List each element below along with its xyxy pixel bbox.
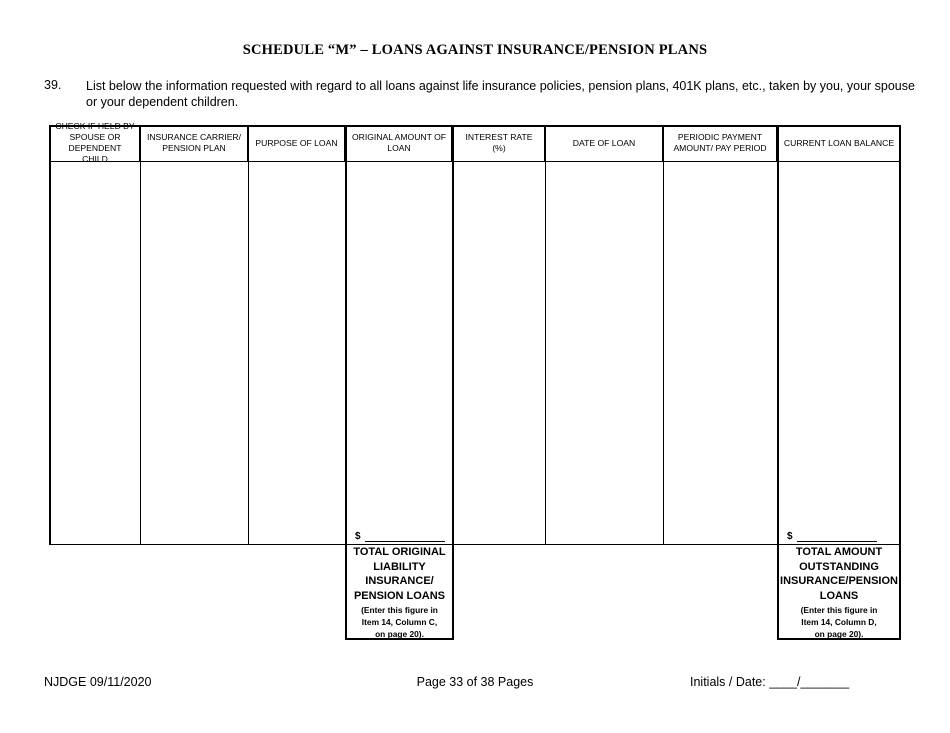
table-bottom-border: [49, 544, 901, 545]
total-original-note-line: (Enter this figure in: [361, 605, 438, 615]
total-outstanding-note-line: Item 14, Column D,: [801, 617, 877, 627]
page-number: Page 33 of 38 Pages: [416, 675, 534, 689]
total-outstanding-note: [779, 604, 899, 640]
total-original-note-line: on page 20).: [375, 629, 424, 639]
col-border-left: [49, 125, 51, 545]
total-outstanding-label-line: LOANS: [819, 589, 859, 602]
col-border-3: [345, 125, 347, 544]
total-original-label-line: PENSION LOANS: [353, 589, 446, 602]
col-header-current-balance: CURRENT LOAN BALANCE: [783, 137, 895, 148]
col-header-original-amount: ORIGINAL AMOUNT OF LOAN: [347, 125, 452, 161]
total-original-label-line: INSURANCE/: [365, 575, 434, 587]
col-border-1: [140, 125, 141, 544]
col-header-date-of-loan: DATE OF LOAN: [546, 125, 663, 161]
amount-blank-line: [797, 532, 877, 542]
amount-blank-line: [365, 532, 445, 542]
total-outstanding-label-line: INSURANCE/PENSION: [780, 575, 898, 587]
total-original-note-line: Item 14, Column C,: [361, 617, 438, 627]
total-outstanding-box: [777, 531, 901, 640]
total-outstanding-note-line: (Enter this figure in: [800, 605, 878, 615]
dollar-sign: $: [355, 531, 361, 542]
col-header-insurance-carrier: INSURANCE CARRIER/ PENSION PLAN: [141, 125, 248, 161]
col-border-6: [663, 125, 664, 544]
total-outstanding-note-line: on page 20).: [814, 629, 864, 639]
total-original-label-line: TOTAL ORIGINAL: [353, 546, 446, 558]
page-title: SCHEDULE “M” – LOANS AGAINST INSURANCE/PENSION PLANS: [242, 42, 708, 58]
col-header-purpose: PURPOSE OF LOAN: [249, 125, 345, 161]
total-original-label-line: LIABILITY: [373, 560, 426, 573]
col-border-right: [899, 125, 901, 544]
col-border-2: [248, 125, 249, 544]
col-border-4: [452, 125, 454, 544]
total-outstanding-label-line: OUTSTANDING: [799, 560, 879, 573]
total-original-box: [345, 531, 454, 640]
col-border-5: [545, 125, 546, 544]
total-outstanding-amount-field[interactable]: [787, 531, 877, 542]
form-id: NJDGE 09/11/2020: [44, 675, 152, 689]
total-original-note: [347, 604, 452, 640]
header-divider: [49, 161, 901, 162]
total-outstanding-label-line: TOTAL AMOUNT: [795, 546, 883, 558]
total-outstanding-label: [779, 545, 899, 603]
total-original-amount-field[interactable]: [355, 531, 445, 542]
total-original-label: [347, 545, 452, 603]
col-header-interest-rate: INTEREST RATE (%): [454, 125, 545, 161]
item-instructions: List below the information requested with regard to all loans against life insurance policies, pension plans, 401K plans, etc., taken by you, your spouse or your dependent children.: [86, 79, 915, 109]
initials-date-field[interactable]: Initials / Date: ____/_______: [690, 675, 850, 689]
col-header-held-by-spouse: CHECK IF HELD BY SPOUSE OR DEPENDENT CHILD: [51, 125, 140, 161]
col-border-7: [777, 125, 779, 544]
col-header-periodic-payment: PERIODIC PAYMENT AMOUNT/ PAY PERIOD: [664, 125, 777, 161]
item-number: 39.: [44, 78, 62, 92]
dollar-sign: $: [787, 531, 793, 542]
